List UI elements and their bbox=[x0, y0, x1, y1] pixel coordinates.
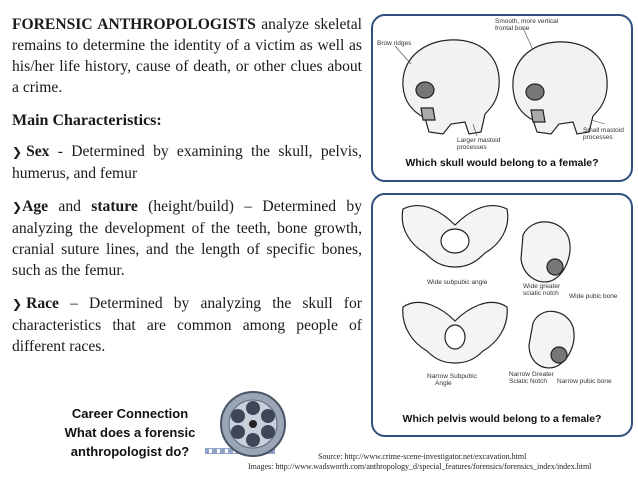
skull-panel bbox=[371, 14, 633, 182]
label-small-mastoid-line1: Small mastoid bbox=[583, 127, 624, 134]
label-narrow-sciatic-line1: Narrow Greater bbox=[509, 371, 554, 378]
label-smooth-line1: Smooth, more vertical bbox=[495, 18, 559, 25]
pelvis-illustration bbox=[373, 195, 631, 409]
sex-paragraph bbox=[12, 141, 362, 184]
label-narrow-pubic: Narrow pubic bone bbox=[557, 378, 612, 385]
chevron-right-icon: ❯ bbox=[12, 145, 23, 159]
race-text: – Determined by analyzing the skull for characteristics that are common among people of different races. bbox=[12, 295, 362, 355]
sex-label: Sex bbox=[26, 143, 50, 160]
label-wide-sciatic-line2: sciatic notch bbox=[523, 290, 559, 297]
race-label: Race bbox=[26, 295, 59, 312]
label-narrow-subpubic-line1: Narrow Subpubic bbox=[427, 373, 477, 380]
career-connection[interactable] bbox=[50, 404, 210, 461]
chevron-right-icon: ❯ bbox=[12, 297, 23, 311]
sex-text: - Determined by examining the skull, pelvis, humerus, and femur bbox=[12, 143, 362, 182]
race-paragraph bbox=[12, 293, 362, 357]
main-heading: Main Characteristics: bbox=[12, 112, 162, 129]
age-label: Age bbox=[22, 198, 49, 215]
chevron-right-icon: ❯ bbox=[12, 200, 23, 214]
main-text bbox=[12, 14, 362, 369]
label-smooth-line2: frontal bone bbox=[495, 25, 530, 32]
film-reel-icon[interactable] bbox=[205, 388, 291, 468]
intro-paragraph bbox=[12, 14, 362, 98]
label-brow-ridges: Brow ridges bbox=[377, 40, 412, 47]
label-wide-pubic: Wide pubic bone bbox=[569, 293, 618, 300]
stature-label: stature bbox=[91, 198, 138, 215]
skull-question: Which skull would belong to a female? bbox=[405, 157, 599, 169]
intro-bold: FORENSIC ANTHROPOLOGISTS bbox=[12, 16, 256, 33]
images-citation: Images: http://www.wadsworth.com/anthropology_d/special_features/forensics/forensics_index/index.html bbox=[248, 462, 592, 471]
intro-text: analyze skeletal remains to determine the identity of a victim as well as his/her life history, cause of death, or other clues about a crime. bbox=[12, 16, 362, 96]
career-line1: Career Connection bbox=[71, 406, 189, 421]
source-citation: Source: http://www.crime-scene-investigator.net/excavation.html bbox=[318, 452, 527, 461]
label-wide-sciatic-line1: Wide greater bbox=[523, 283, 561, 290]
label-wide-subpubic: Wide subpubic angle bbox=[427, 279, 488, 286]
pelvis-question: Which pelvis would belong to a female? bbox=[402, 413, 602, 425]
age-paragraph bbox=[12, 196, 362, 281]
label-larger-mastoid-line2: processes bbox=[457, 144, 487, 151]
pelvis-panel bbox=[371, 193, 633, 437]
age-and: and bbox=[48, 198, 92, 215]
label-narrow-sciatic-line2: Sciatic Notch bbox=[509, 378, 547, 385]
label-larger-mastoid-line1: Larger mastoid bbox=[457, 137, 501, 144]
label-narrow-subpubic-line2: Angle bbox=[435, 380, 452, 387]
career-line2: What does a forensic bbox=[64, 425, 196, 440]
age-text: (height/build) – Determined by analyzing the development of the teeth, bone growth, cranial suture lines, and the length of specific bones, such as the femur. bbox=[12, 198, 362, 279]
career-line3: anthropologist do? bbox=[70, 444, 190, 459]
label-small-mastoid-line2: processes bbox=[583, 134, 613, 141]
